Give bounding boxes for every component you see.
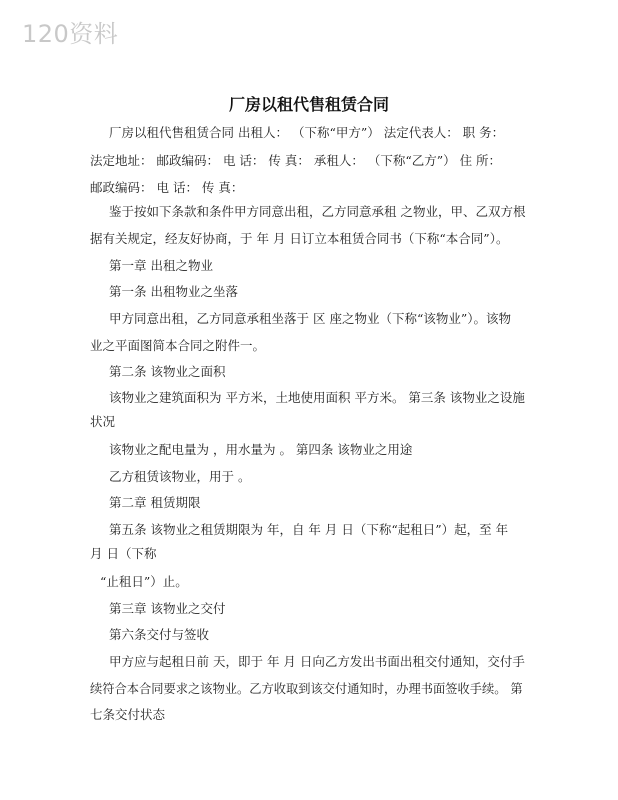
- paragraph-line: 厂房以租代售租赁合同 出租人： （下称“甲方”） 法定代表人： 职 务：: [109, 125, 505, 140]
- chapter-heading: 第三章 该物业之交付: [109, 601, 226, 616]
- paragraph-line: 第五条 该物业之租赁期限为 年，自 年 月 日（下称“起租日”）起，至 年: [109, 522, 509, 537]
- paragraph-line: 续符合本合同要求之该物业。乙方收取到该交付通知时，办理书面签收手续。 第: [90, 682, 523, 696]
- paragraph-line: 甲方应与起租日前 天，即于 年 月 日向乙方发出书面出租交付通知，交付手: [109, 654, 525, 669]
- paragraph-line: 七条交付状态: [90, 707, 166, 722]
- paragraph-line: 该物业之配电量为 ，用水量为 。 第四条 该物业之用途: [109, 442, 413, 457]
- paragraph-line: 甲方同意出租，乙方同意承租坐落于 区 座之物业（下称“该物业”）。该物: [109, 311, 511, 326]
- article-heading: 第六条交付与签收: [109, 627, 210, 642]
- paragraph-line: 邮政编码： 电 话： 传 真：: [90, 180, 244, 195]
- watermark-logo: 120资料: [22, 20, 119, 48]
- document-title: 厂房以租代售租赁合同: [228, 95, 389, 114]
- paragraph-line: 业之平面图简本合同之附件一。: [90, 338, 266, 353]
- paragraph-line: 乙方租赁该物业，用于 。: [109, 469, 251, 484]
- chapter-heading: 第二章 租赁期限: [109, 495, 201, 510]
- paragraph-line: 鉴于按如下条款和条件甲方同意出租，乙方同意承租 之物业，甲、乙双方根: [109, 204, 526, 219]
- paragraph-line: 月 日（下称: [90, 546, 157, 561]
- article-heading: 第一条 出租物业之坐落: [109, 284, 238, 299]
- paragraph-line: 法定地址： 邮政编码： 电 话： 传 真： 承租人： （下称“乙方”） 住 所：: [90, 153, 502, 168]
- paragraph-line: “止租日”）止。: [100, 574, 188, 589]
- paragraph-line: 该物业之建筑面积为 平方米，土地使用面积 平方米。 第三条 该物业之设施: [109, 390, 525, 405]
- paragraph-line: 状况: [90, 414, 116, 429]
- article-heading: 第二条 该物业之面积: [109, 364, 226, 379]
- paragraph-line: 据有关规定，经友好协商，于 年 月 日订立本租赁合同书（下称“本合同”）。: [90, 231, 509, 246]
- chapter-heading: 第一章 出租之物业: [109, 258, 213, 273]
